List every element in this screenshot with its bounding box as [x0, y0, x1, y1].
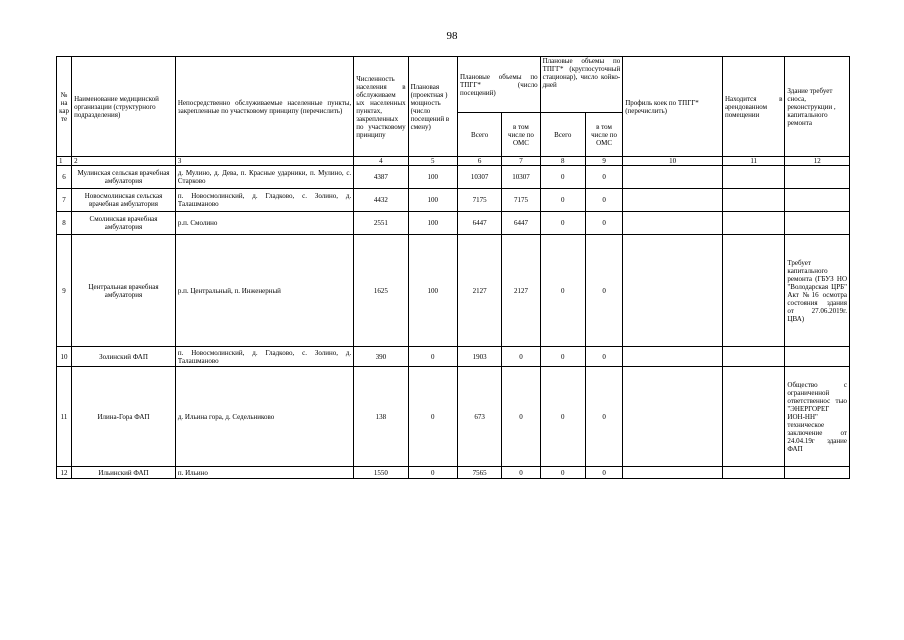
facility-name: Илина-Гора ФАП	[72, 367, 176, 467]
column-numbers-row	[57, 157, 850, 166]
capacity: 0	[408, 347, 457, 367]
header-building: Здание требует сноса, реконструкции , капитального ремонта	[785, 57, 850, 157]
visits-total: 7565	[457, 467, 501, 479]
population: 4387	[354, 166, 408, 189]
row-num: 8	[57, 212, 72, 235]
page-number: 98	[446, 30, 458, 42]
header-tpgg-beds: Плановые объемы по ТПГГ* (круглосуточный стационар), число койко-дней	[540, 57, 623, 113]
header-tpgg-visits: Плановые объемы по ТПГГ* (число посещений)	[457, 57, 540, 113]
subheader-beds-total: Всего	[540, 113, 585, 157]
beds-total: 0	[540, 235, 585, 347]
capacity: 0	[408, 467, 457, 479]
header-profile: Профиль коек по ТПГГ* (перечислить)	[623, 57, 723, 157]
beds-total: 0	[540, 189, 585, 212]
col-number: 3	[175, 157, 353, 166]
beds-oms: 0	[585, 189, 622, 212]
header-population: Численность населения в обслуживаем ых населенных пунктах, закрепленных по участковому принципу	[354, 57, 408, 157]
population: 1625	[354, 235, 408, 347]
table-row	[57, 467, 850, 479]
bed-profile	[623, 189, 723, 212]
served-settlements: п. Новосмолинский, д. Гладково, с. Золино, д. Талашманово	[175, 189, 353, 212]
col-number: 6	[457, 157, 501, 166]
visits-oms: 10307	[502, 166, 540, 189]
beds-oms: 0	[585, 212, 622, 235]
beds-oms: 0	[585, 467, 622, 479]
building-condition	[785, 347, 850, 367]
col-number: 5	[408, 157, 457, 166]
row-num: 12	[57, 467, 72, 479]
facility-name: Ильинский ФАП	[72, 467, 176, 479]
visits-oms: 0	[502, 347, 540, 367]
beds-oms: 0	[585, 347, 622, 367]
rented-premises	[722, 467, 784, 479]
beds-total: 0	[540, 347, 585, 367]
facility-name: Мулинская сельская врачебная амбулатория	[72, 166, 176, 189]
population: 4432	[354, 189, 408, 212]
beds-oms: 0	[585, 235, 622, 347]
building-condition: Требует капитального ремонта (ГБУЗ НО "Володарская ЦРБ" Акт №16 осмотра состояния здания от 27.06.2019г. ЦВА)	[785, 235, 850, 347]
rented-premises	[722, 235, 784, 347]
table-row	[57, 347, 850, 367]
capacity: 100	[408, 189, 457, 212]
served-settlements: п. Новосмолинский, д. Гладково, с. Золино, д. Талашманово	[175, 347, 353, 367]
visits-oms: 6447	[502, 212, 540, 235]
building-condition	[785, 467, 850, 479]
healthcare-facilities-table	[56, 56, 850, 479]
population: 2551	[354, 212, 408, 235]
col-number: 9	[585, 157, 622, 166]
bed-profile	[623, 367, 723, 467]
subheader-visits-oms: в том числе по ОМС	[502, 113, 540, 157]
rented-premises	[722, 347, 784, 367]
bed-profile	[623, 347, 723, 367]
bed-profile	[623, 467, 723, 479]
beds-total: 0	[540, 467, 585, 479]
visits-oms: 0	[502, 367, 540, 467]
served-settlements: д. Ильина гора, д. Седельниково	[175, 367, 353, 467]
table-row	[57, 235, 850, 347]
served-settlements: п. Ильино	[175, 467, 353, 479]
facility-name: Центральная врачебная амбулатория	[72, 235, 176, 347]
population: 138	[354, 367, 408, 467]
table-row	[57, 367, 850, 467]
capacity: 0	[408, 367, 457, 467]
capacity: 100	[408, 212, 457, 235]
population: 1550	[354, 467, 408, 479]
row-num: 7	[57, 189, 72, 212]
facility-name: Смолинская врачебная амбулатория	[72, 212, 176, 235]
population: 390	[354, 347, 408, 367]
facility-name: Новосмолинская сельская врачебная амбулатория	[72, 189, 176, 212]
col-number: 10	[623, 157, 723, 166]
visits-total: 6447	[457, 212, 501, 235]
table-row	[57, 166, 850, 189]
rented-premises	[722, 189, 784, 212]
capacity: 100	[408, 166, 457, 189]
visits-oms: 7175	[502, 189, 540, 212]
visits-oms: 0	[502, 467, 540, 479]
building-condition	[785, 166, 850, 189]
visits-total: 1903	[457, 347, 501, 367]
subheader-visits-total: Всего	[457, 113, 501, 157]
header-name: Наименование медицинской организации (структурного подразделения)	[72, 57, 176, 157]
table-row	[57, 212, 850, 235]
col-number: 4	[354, 157, 408, 166]
col-number: 12	[785, 157, 850, 166]
col-number: 2	[72, 157, 176, 166]
header-rented: Находится в арендованном помещении	[722, 57, 784, 157]
beds-total: 0	[540, 212, 585, 235]
row-num: 9	[57, 235, 72, 347]
subheader-beds-oms: в том числе по ОМС	[585, 113, 622, 157]
beds-oms: 0	[585, 166, 622, 189]
col-number: 11	[722, 157, 784, 166]
row-num: 10	[57, 347, 72, 367]
visits-total: 7175	[457, 189, 501, 212]
building-condition: Общество с ограниченной ответственнос тью "ЭНЕРГОРЕГ ИОН-НН" техническое заключение от 24.04.19г здание ФАП	[785, 367, 850, 467]
table-row	[57, 189, 850, 212]
header-row	[57, 57, 850, 113]
rented-premises	[722, 166, 784, 189]
beds-oms: 0	[585, 367, 622, 467]
header-served: Непосредственно обслуживаемые населенные пункты, закрепленные по участковому принципу (перечислить)	[175, 57, 353, 157]
rented-premises	[722, 367, 784, 467]
capacity: 100	[408, 235, 457, 347]
building-condition	[785, 189, 850, 212]
header-capacity: Плановая (проектная ) мощность (число посещений в смену)	[408, 57, 457, 157]
beds-total: 0	[540, 166, 585, 189]
facility-name: Золинский ФАП	[72, 347, 176, 367]
visits-total: 673	[457, 367, 501, 467]
served-settlements: д. Мулино, д. Дева, п. Красные ударники, п. Мулино, с. Старково	[175, 166, 353, 189]
bed-profile	[623, 235, 723, 347]
bed-profile	[623, 166, 723, 189]
served-settlements: р.п. Смолино	[175, 212, 353, 235]
building-condition	[785, 212, 850, 235]
col-number: 8	[540, 157, 585, 166]
rented-premises	[722, 212, 784, 235]
col-number: 1	[57, 157, 72, 166]
visits-oms: 2127	[502, 235, 540, 347]
visits-total: 2127	[457, 235, 501, 347]
header-num: № на кар те	[57, 57, 72, 157]
col-number: 7	[502, 157, 540, 166]
served-settlements: р.п. Центральный, п. Инженерный	[175, 235, 353, 347]
visits-total: 10307	[457, 166, 501, 189]
beds-total: 0	[540, 367, 585, 467]
bed-profile	[623, 212, 723, 235]
row-num: 11	[57, 367, 72, 467]
row-num: 6	[57, 166, 72, 189]
